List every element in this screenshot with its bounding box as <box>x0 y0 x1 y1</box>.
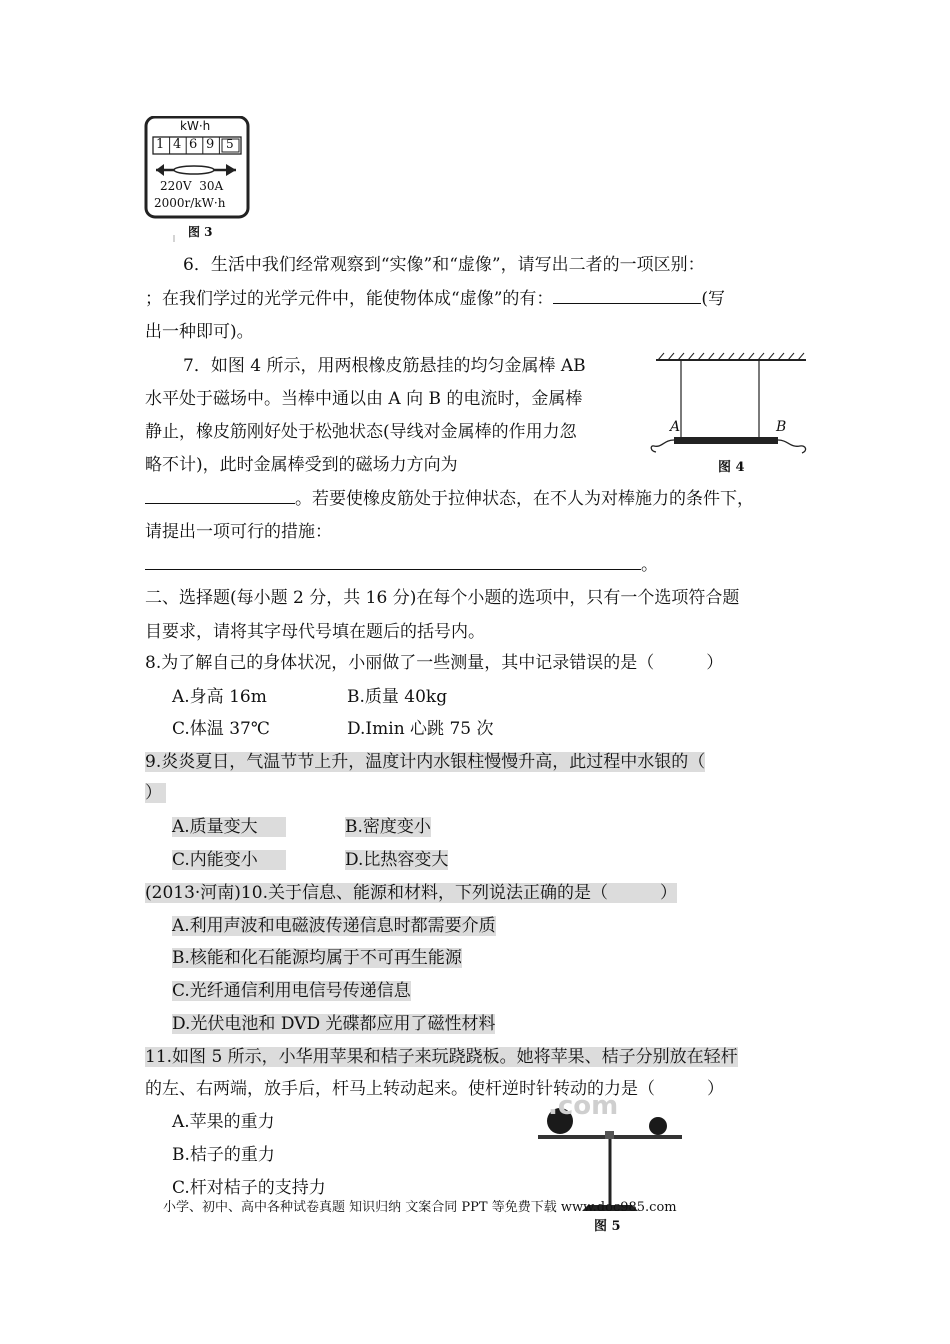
q9-option-d-text: D.比热容变大 <box>345 850 449 870</box>
section2-line1: 二、选择题(每小题 2 分，共 16 分)在每个小题的选项中，只有一个选项符合题 <box>145 588 740 608</box>
q9-stem-text: 9.炎炎夏日，气温节节上升，温度计内水银柱慢慢升高，此过程中水银的（ <box>145 752 706 772</box>
meter-rating: 220V 30A <box>160 179 224 193</box>
q9-option-c[interactable] <box>172 845 286 870</box>
q6-line2-end: (写 <box>701 289 726 309</box>
q11-option-a[interactable]: A.苹果的重力 <box>172 1112 275 1132</box>
q9-option-c-text: C.内能变小 <box>172 850 286 870</box>
q8-option-a[interactable]: A.身高 16m <box>172 687 267 707</box>
q9-option-b[interactable] <box>345 812 431 837</box>
q6-line3: 出一种即可)。 <box>145 322 254 342</box>
q10-stem-close: ） <box>659 883 677 903</box>
q7-line5-text: 。若要使橡皮筋处于拉伸状态，在不人为对棒施力的条件下， <box>295 489 754 509</box>
meter-digit: 5 <box>226 137 234 151</box>
q6-line2-text: ；在我们学过的光学元件中，能使物体成“虚像”的有： <box>145 289 554 309</box>
q11-line1 <box>145 1042 738 1067</box>
figure-5-caption: 图 5 <box>594 1219 621 1234</box>
meter-digit: 1 <box>156 137 165 152</box>
meter-digit: 6 <box>189 137 198 152</box>
meter-unit: kW·h <box>180 119 211 133</box>
q7-line7 <box>145 550 658 575</box>
figure-4-rod <box>650 352 810 478</box>
figure-3-caption: 图 3 <box>188 225 213 239</box>
q10-option-d-text: D.光伏电池和 DVD 光碟都应用了磁性材料 <box>172 1014 496 1034</box>
q10-option-b-text: B.核能和化石能源均属于不可再生能源 <box>172 948 462 968</box>
q10-option-d[interactable] <box>172 1009 495 1034</box>
q7-line6: 请提出一项可行的措施： <box>145 522 332 542</box>
section2-line2: 目要求，请将其字母代号填在题后的括号内。 <box>145 622 485 642</box>
q11-line2-text: 的左、右两端，放手后，杆马上转动起来。使杆逆时针转动的力是（ <box>145 1079 655 1099</box>
page-footer: 小学、初中、高中各种试卷真题 知识归纳 文案合同 PPT 等免费下载 www.doc985.com <box>163 1200 677 1215</box>
q7-line7-end: 。 <box>641 555 658 575</box>
meter-digit: 4 <box>173 137 182 152</box>
q11-option-b[interactable]: B.桔子的重力 <box>172 1145 275 1165</box>
q6-answer-blank[interactable] <box>553 288 701 304</box>
q10-stem-block <box>145 883 677 903</box>
q8-option-c[interactable]: C.体温 37℃ <box>172 719 270 739</box>
rod-label-b: B <box>776 419 787 435</box>
q10-stem <box>145 878 677 903</box>
q9-stem-close: ） <box>145 783 166 803</box>
q8-stem <box>145 648 723 673</box>
q10-option-c[interactable] <box>172 976 411 1001</box>
q9-option-b-text: B.密度变小 <box>345 817 431 837</box>
q9-option-d[interactable] <box>345 845 448 870</box>
q8-stem-text: 8.为了解自己的身体状况，小丽做了一些测量，其中记录错误的是（ <box>145 653 655 673</box>
q7-line2: 水平处于磁场中。当棒中通以由 A 向 B 的电流时，金属棒 <box>145 389 583 409</box>
q10-option-c-text: C.光纤通信利用电信号传递信息 <box>172 981 411 1001</box>
q10-stem-text: (2013·河南)10.关于信息、能源和材料，下列说法正确的是（ <box>145 883 608 903</box>
q7-answer-blank-1[interactable] <box>145 488 295 504</box>
q7-answer-blank-2[interactable] <box>145 554 641 570</box>
q7-line1: 7．如图 4 所示，用两根橡皮筋悬挂的均匀金属棒 AB <box>183 356 586 376</box>
q6-line2 <box>145 284 725 309</box>
q8-option-b[interactable]: B.质量 40kg <box>347 687 448 707</box>
q11-line2-close: ） <box>707 1079 724 1099</box>
q9-option-a[interactable] <box>172 812 286 837</box>
meter-digit: 9 <box>206 137 215 152</box>
q10-option-a-text: A.利用声波和电磁波传递信息时都需要介质 <box>172 916 496 936</box>
q11-line1-text: 11.如图 5 所示，小华用苹果和桔子来玩跷跷板。她将苹果、桔子分别放在轻杆 <box>145 1047 738 1067</box>
q7-line4: 略不计)，此时金属棒受到的磁场力方向为 <box>145 455 458 475</box>
q6-line1: 6．生活中我们经常观察到“实像”和“虚像”，请写出二者的一项区别： <box>183 255 705 275</box>
figure-4-caption: 图 4 <box>718 460 745 475</box>
q8-stem-close: ） <box>706 653 724 673</box>
q9-stem-close-line <box>145 778 166 803</box>
q9-option-a-text: A.质量变大 <box>172 817 286 837</box>
q10-option-a[interactable] <box>172 911 496 936</box>
figure-5-watermark: .com <box>548 1091 619 1121</box>
figure-3-electric-meter <box>144 116 250 244</box>
q7-line5 <box>145 484 754 509</box>
q7-line3: 静止，橡皮筋刚好处于松弛状态(导线对金属棒的作用力忽 <box>145 422 577 442</box>
meter-constant: 2000r/kW·h <box>154 196 226 210</box>
q8-option-d[interactable]: D.Imin 心跳 75 次 <box>347 719 494 739</box>
q11-option-c[interactable]: C.杆对桔子的支持力 <box>172 1178 326 1198</box>
q9-stem <box>145 747 705 772</box>
q10-option-b[interactable] <box>172 943 462 968</box>
rod-label-a: A <box>670 419 681 435</box>
